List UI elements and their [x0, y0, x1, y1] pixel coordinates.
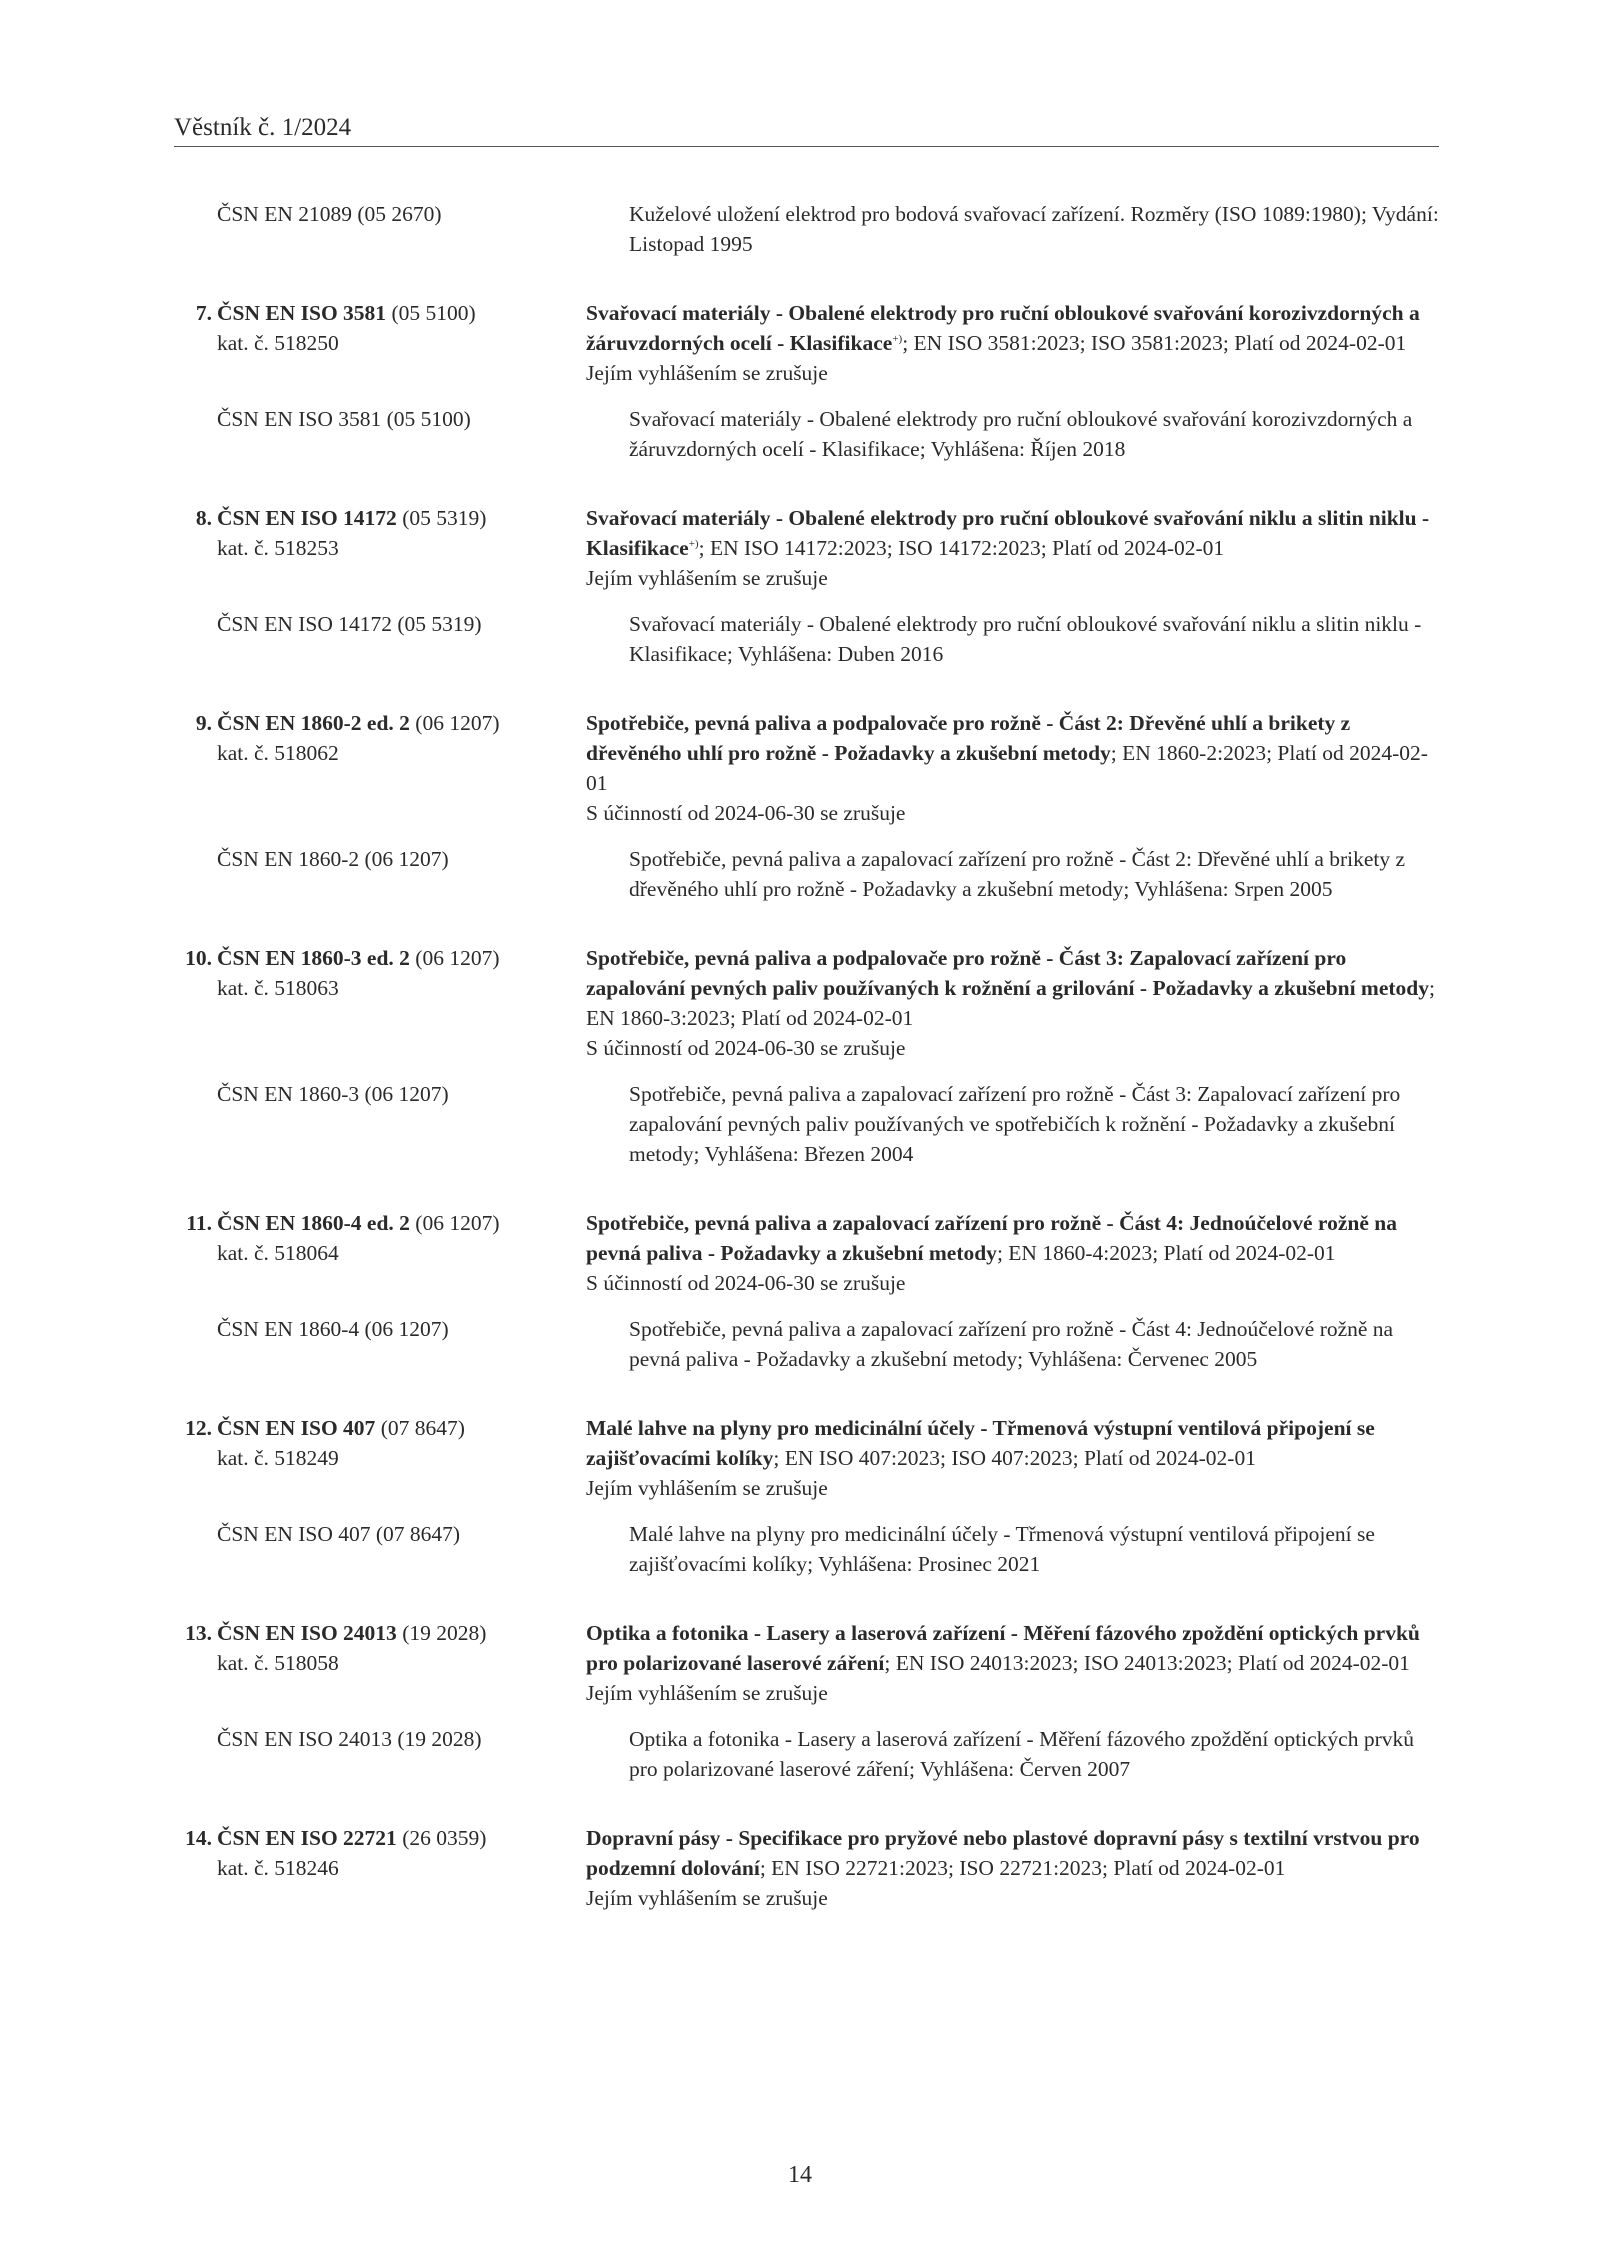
replaced-description: Spotřebiče, pevná paliva a zapalovací zařízení pro rožně - Část 3: Zapalovací zařízení pro zapalování pevných paliv používaných ve spotřebičích k rožnění - Požadavky a zkušební metody; Vyhlášena: Březen 2004 [629, 1082, 1401, 1166]
entry-meta: ; EN 1860-4:2023; Platí od 2024-02-01 [996, 1241, 1336, 1265]
entry-action: Jejím vyhlášením se zrušuje [586, 1681, 828, 1705]
replaced-description: Optika a fotonika - Lasery a laserová zařízení - Měření fázového zpoždění optických prvků pro polarizované laserové záření; Vyhlášena: Červen 2007 [629, 1727, 1415, 1781]
replaced-standard [174, 1314, 1439, 1374]
entry-identifier [174, 503, 586, 593]
replaced-code: ČSN EN ISO 14172 (05 5319) [217, 612, 482, 636]
entry-title: Svařovací materiály - Obalené elektrody pro ruční obloukové svařování niklu a slitin niklu - Klasifikace [586, 506, 1430, 560]
entry-catalog: kat. č. 518250 [217, 331, 339, 355]
entry-identifier [174, 1823, 586, 1913]
entry-title: Malé lahve na plyny pro medicinální účely - Třmenová výstupní ventilová připojení se zajišťovacími kolíky [586, 1416, 1375, 1470]
replaced-code: ČSN EN ISO 24013 (19 2028) [217, 1727, 482, 1751]
entry-number: 13. [185, 1621, 212, 1645]
entry-catalog: kat. č. 518063 [217, 976, 339, 1000]
entry-description [586, 298, 1439, 388]
entry-action: Jejím vyhlášením se zrušuje [586, 361, 828, 385]
entry-code: ČSN EN 1860-3 ed. 2 [217, 946, 410, 970]
entry-action: Jejím vyhlášením se zrušuje [586, 1886, 828, 1910]
entry-description [586, 943, 1439, 1063]
entry-meta: ; EN ISO 22721:2023; ISO 22721:2023; Platí od 2024-02-01 [759, 1856, 1286, 1880]
entry-class: (06 1207) [415, 711, 500, 735]
entry-class: (06 1207) [415, 946, 500, 970]
entry-catalog: kat. č. 518249 [217, 1446, 339, 1470]
replaced-code: ČSN EN ISO 407 (07 8647) [217, 1522, 461, 1546]
entry-class: (07 8647) [380, 1416, 465, 1440]
standard-entry [174, 1413, 1439, 1579]
standards-list [174, 199, 1439, 1913]
entry-footnote-mark: +) [688, 537, 699, 550]
entry-meta: ; EN ISO 407:2023; ISO 407:2023; Platí od 2024-02-01 [773, 1446, 1256, 1470]
entry-number: 11. [186, 1211, 212, 1235]
top-entry-description: Kuželové uložení elektrod pro bodová svařovací zařízení. Rozměry (ISO 1089:1980); Vydání: Listopad 1995 [629, 202, 1439, 256]
top-entry-code: ČSN EN 21089 (05 2670) [217, 202, 442, 226]
entry-title: Spotřebiče, pevná paliva a zapalovací zařízení pro rožně - Část 4: Jednoúčelové rožně na pevná paliva - Požadavky a zkušební metody [586, 1211, 1397, 1265]
standard-entry [174, 943, 1439, 1169]
entry-identifier [174, 298, 586, 388]
entry-footnote-mark: +) [892, 332, 903, 345]
entry-number: 8. [195, 506, 212, 530]
replaced-description: Svařovací materiály - Obalené elektrody pro ruční obloukové svařování korozivzdorných a žáruvzdorných ocelí - Klasifikace; Vyhlášena: Říjen 2018 [629, 407, 1413, 461]
standard-entry [174, 1208, 1439, 1374]
entry-number: 10. [185, 946, 212, 970]
replaced-standard [174, 609, 1439, 669]
entry-class: (05 5319) [402, 506, 487, 530]
replaced-description: Svařovací materiály - Obalené elektrody pro ruční obloukové svařování niklu a slitin niklu - Klasifikace; Vyhlášena: Duben 2016 [629, 612, 1422, 666]
standard-entry [174, 1823, 1439, 1913]
entry-title: Dopravní pásy - Specifikace pro pryžové nebo plastové dopravní pásy s textilní vrstvou pro podzemní dolování [586, 1826, 1420, 1880]
standard-entry [174, 708, 1439, 904]
entry-title: Spotřebiče, pevná paliva a podpalovače pro rožně - Část 2: Dřevěné uhlí a brikety z dřevěného uhlí pro rožně - Požadavky a zkušební metody [586, 711, 1351, 765]
replaced-standard [174, 1079, 1439, 1169]
entry-action: Jejím vyhlášením se zrušuje [586, 566, 828, 590]
entry-identifier [174, 708, 586, 828]
entry-title: Spotřebiče, pevná paliva a podpalovače pro rožně - Část 3: Zapalovací zařízení pro zapalování pevných paliv používaných k rožnění a grilování - Požadavky a zkušební metody [586, 946, 1429, 1000]
entry-code: ČSN EN ISO 3581 [217, 301, 387, 325]
entry-identifier [174, 1618, 586, 1708]
entry-code: ČSN EN ISO 14172 [217, 506, 397, 530]
entry-meta: ; EN ISO 3581:2023; ISO 3581:2023; Platí od 2024-02-01 [902, 331, 1407, 355]
replaced-standard [174, 404, 1439, 464]
entry-description [586, 1208, 1439, 1298]
entry-code: ČSN EN ISO 407 [217, 1416, 376, 1440]
entry-identifier [174, 943, 586, 1063]
entry-action: S účinností od 2024-06-30 se zrušuje [586, 801, 906, 825]
replaced-standard [174, 1724, 1439, 1784]
entry-description [586, 1618, 1439, 1708]
entry-action: S účinností od 2024-06-30 se zrušuje [586, 1036, 906, 1060]
entry-identifier [174, 1413, 586, 1503]
replaced-standard [174, 1519, 1439, 1579]
standard-entry [174, 1618, 1439, 1784]
entry-class: (06 1207) [415, 1211, 500, 1235]
entry-catalog: kat. č. 518253 [217, 536, 339, 560]
entry-catalog: kat. č. 518064 [217, 1241, 339, 1265]
entry-action: Jejím vyhlášením se zrušuje [586, 1476, 828, 1500]
replaced-description: Spotřebiče, pevná paliva a zapalovací zařízení pro rožně - Část 4: Jednoúčelové rožně na pevná paliva - Požadavky a zkušební metody; Vyhlášena: Červenec 2005 [629, 1317, 1394, 1371]
entry-code: ČSN EN ISO 22721 [217, 1826, 397, 1850]
entry-action: S účinností od 2024-06-30 se zrušuje [586, 1271, 906, 1295]
entry-description [586, 708, 1439, 828]
replaced-description: Spotřebiče, pevná paliva a zapalovací zařízení pro rožně - Část 2: Dřevěné uhlí a brikety z dřevěného uhlí pro rožně - Požadavky a zkušební metody; Vyhlášena: Srpen 2005 [629, 847, 1406, 901]
replaced-standard [174, 844, 1439, 904]
entry-meta: ; EN 1860-2:2023; Platí od 2024-02-01 [586, 741, 1428, 795]
entry-meta: ; EN ISO 14172:2023; ISO 14172:2023; Platí od 2024-02-01 [698, 536, 1225, 560]
entry-identifier [174, 1208, 586, 1298]
entry-class: (19 2028) [402, 1621, 487, 1645]
header-divider [174, 146, 1439, 147]
standard-entry [174, 503, 1439, 669]
replaced-code: ČSN EN 1860-2 (06 1207) [217, 847, 449, 871]
entry-class: (05 5100) [391, 301, 476, 325]
top-entry [174, 199, 1439, 259]
replaced-code: ČSN EN ISO 3581 (05 5100) [217, 407, 471, 431]
entry-number: 14. [185, 1826, 212, 1850]
entry-number: 7. [195, 301, 212, 325]
page-number: 14 [788, 2162, 812, 2188]
replaced-description: Malé lahve na plyny pro medicinální účely - Třmenová výstupní ventilová připojení se zajišťovacími kolíky; Vyhlášena: Prosinec 2021 [629, 1522, 1375, 1576]
replaced-code: ČSN EN 1860-4 (06 1207) [217, 1317, 449, 1341]
replaced-code: ČSN EN 1860-3 (06 1207) [217, 1082, 449, 1106]
entry-code: ČSN EN ISO 24013 [217, 1621, 397, 1645]
entry-title: Svařovací materiály - Obalené elektrody pro ruční obloukové svařování korozivzdorných a žáruvzdorných ocelí - Klasifikace [586, 301, 1420, 355]
entry-meta: ; EN ISO 24013:2023; ISO 24013:2023; Platí od 2024-02-01 [884, 1651, 1410, 1675]
entry-number: 9. [195, 711, 212, 735]
entry-number: 12. [185, 1416, 212, 1440]
entry-catalog: kat. č. 518062 [217, 741, 339, 765]
entry-description [586, 1413, 1439, 1503]
entry-description [586, 503, 1439, 593]
entry-description [586, 1823, 1439, 1913]
entry-meta: ; EN 1860-3:2023; Platí od 2024-02-01 [586, 976, 1435, 1030]
entry-code: ČSN EN 1860-4 ed. 2 [217, 1211, 410, 1235]
page-header: Věstník č. 1/2024 [174, 114, 352, 141]
entry-title: Optika a fotonika - Lasery a laserová zařízení - Měření fázového zpoždění optických prvků pro polarizované laserové záření [586, 1621, 1420, 1675]
entry-class: (26 0359) [402, 1826, 487, 1850]
standard-entry [174, 298, 1439, 464]
entry-code: ČSN EN 1860-2 ed. 2 [217, 711, 410, 735]
entry-catalog: kat. č. 518058 [217, 1651, 339, 1675]
entry-catalog: kat. č. 518246 [217, 1856, 339, 1880]
